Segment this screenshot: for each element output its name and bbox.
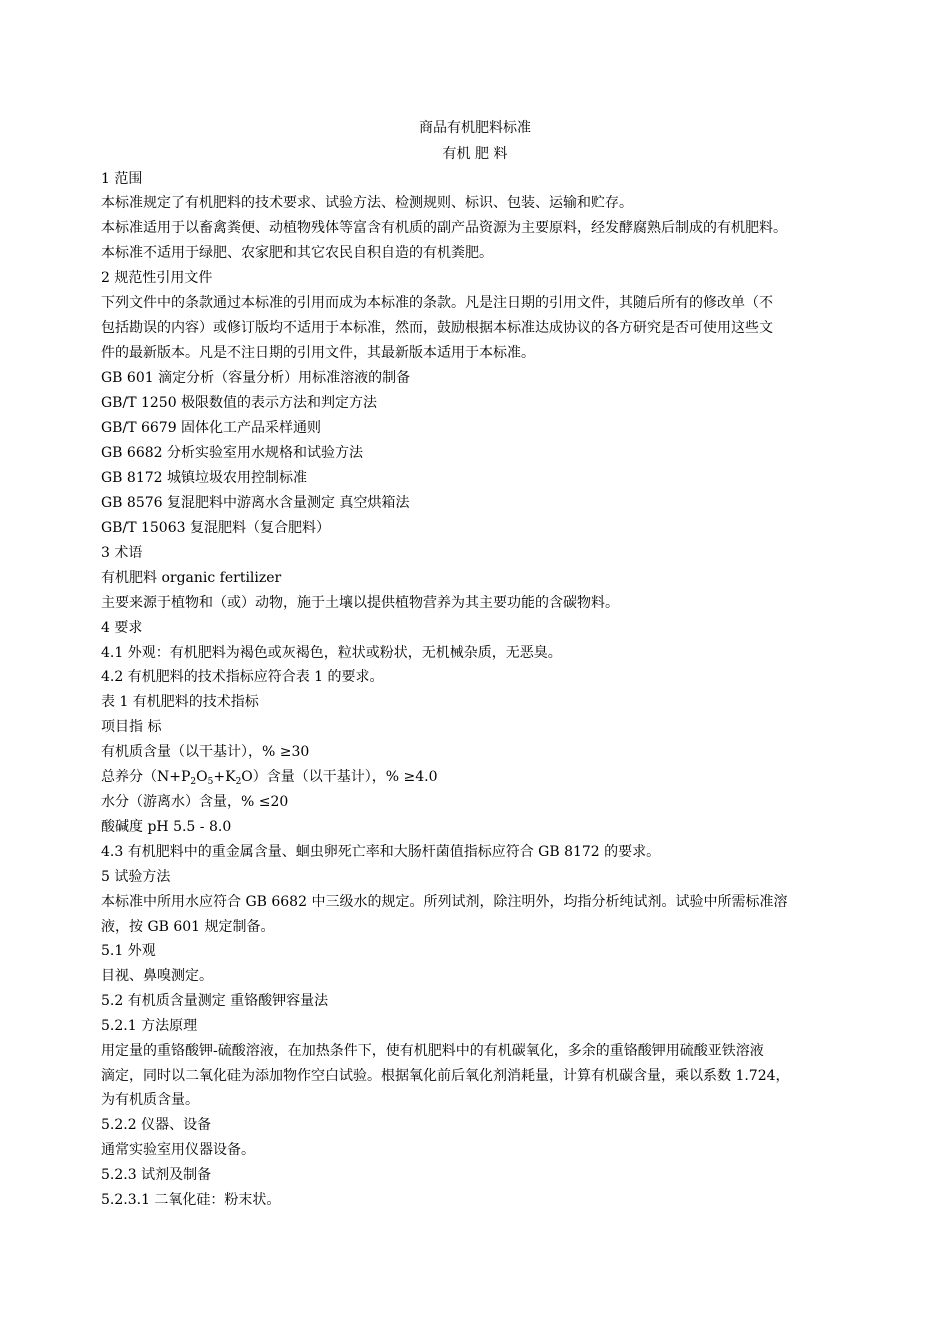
reference-item: GB/T 15063 复混肥料（复合肥料）: [101, 520, 330, 536]
table-row: 有机质含量（以干基计），% ≥30: [101, 744, 310, 760]
document-title: 商品有机肥料标准: [419, 120, 531, 136]
subsection-heading: 5.1 外观: [101, 943, 156, 959]
table-caption: 表 1 有机肥料的技术指标: [101, 694, 259, 710]
paragraph-line: 本标准适用于以畜禽粪便、动植物残体等富含有机质的副产品资源为主要原料，经发酵腐熟后制成的有机肥料。: [101, 220, 787, 236]
paragraph-line: 包括勘误的内容）或修订版均不适用于本标准，然而，鼓励根据本标准达成协议的各方研究是否可使用这些文: [101, 320, 773, 336]
document-subtitle: 有机 肥 料: [442, 146, 508, 162]
paragraph-line: 为有机质含量。: [101, 1092, 199, 1108]
table-row: 总养分$(N+P_2O_5+K_2O)$含量（以干基计），% ≥4.0: [101, 769, 438, 787]
paragraph-line: 液，按 GB 601 规定制备。: [101, 919, 275, 935]
paragraph-line: 5.2.3.1 二氧化硅：粉末状。: [101, 1192, 281, 1208]
paragraph-line: 4.3 有机肥料中的重金属含量、蛔虫卵死亡率和大肠杆菌值指标应符合 GB 8172 的要求。: [101, 844, 661, 860]
paragraph-line: 件的最新版本。凡是不注日期的引用文件，其最新版本适用于本标准。: [101, 345, 535, 361]
reference-item: GB/T 1250 极限数值的表示方法和判定方法: [101, 395, 378, 411]
section-heading-scope: 1 范围: [101, 171, 143, 187]
subsection-heading: 5.2.1 方法原理: [101, 1018, 198, 1034]
paragraph-line: 本标准规定了有机肥料的技术要求、试验方法、检测规则、标识、包装、运输和贮存。: [101, 195, 633, 211]
paragraph-line: 本标准不适用于绿肥、农家肥和其它农民自积自造的有机粪肥。: [101, 245, 493, 261]
paragraph-line: 4.1 外观：有机肥料为褐色或灰褐色，粒状或粉状，无机械杂质，无恶臭。: [101, 645, 562, 661]
section-heading-requirements: 4 要求: [101, 620, 143, 636]
paragraph-line: 本标准中所用水应符合 GB 6682 中三级水的规定。所列试剂，除注明外，均指分析纯试剂。试验中所需标准溶: [101, 894, 788, 910]
subsection-heading: 5.2.3 试剂及制备: [101, 1167, 212, 1183]
paragraph-line: 4.2 有机肥料的技术指标应符合表 1 的要求。: [101, 669, 384, 685]
reference-item: GB 6682 分析实验室用水规格和试验方法: [101, 445, 364, 461]
subsection-heading: 5.2 有机质含量测定 重铬酸钾容量法: [101, 993, 329, 1009]
paragraph-line: 主要来源于植物和（或）动物，施于土壤以提供植物营养为其主要功能的含碳物料。: [101, 595, 619, 611]
paragraph-line: 用定量的重铬酸钾-硫酸溶液，在加热条件下，使有机肥料中的有机碳氧化，多余的重铬酸钾用硫酸亚铁溶液: [101, 1043, 764, 1059]
reference-item: GB/T 6679 固体化工产品采样通则: [101, 420, 322, 436]
paragraph-line: 下列文件中的条款通过本标准的引用而成为本标准的条款。凡是注日期的引用文件，其随后所有的修改单（不: [101, 295, 773, 311]
paragraph-line: 通常实验室用仪器设备。: [101, 1142, 255, 1158]
term-line: 有机肥料 organic fertilizer: [101, 570, 282, 586]
paragraph-line: 滴定，同时以二氧化硅为添加物作空白试验。根据氧化前后氧化剂消耗量，计算有机碳含量，乘以系数 1.724，: [101, 1068, 790, 1084]
table-header: 项目指 标: [101, 719, 162, 735]
section-heading-terms: 3 术语: [101, 545, 143, 561]
reference-item: GB 8172 城镇垃圾农用控制标准: [101, 470, 308, 486]
reference-item: GB 8576 复混肥料中游离水含量测定 真空烘箱法: [101, 495, 410, 511]
reference-item: GB 601 滴定分析（容量分析）用标准溶液的制备: [101, 370, 411, 386]
paragraph-line: 目视、鼻嗅测定。: [101, 968, 213, 984]
table-row: 酸碱度 pH 5.5 - 8.0: [101, 819, 232, 835]
section-heading-test-methods: 5 试验方法: [101, 869, 171, 885]
table-row: 水分（游离水）含量，% ≤20: [101, 794, 289, 810]
subsection-heading: 5.2.2 仪器、设备: [101, 1117, 212, 1133]
section-heading-references: 2 规范性引用文件: [101, 270, 213, 286]
